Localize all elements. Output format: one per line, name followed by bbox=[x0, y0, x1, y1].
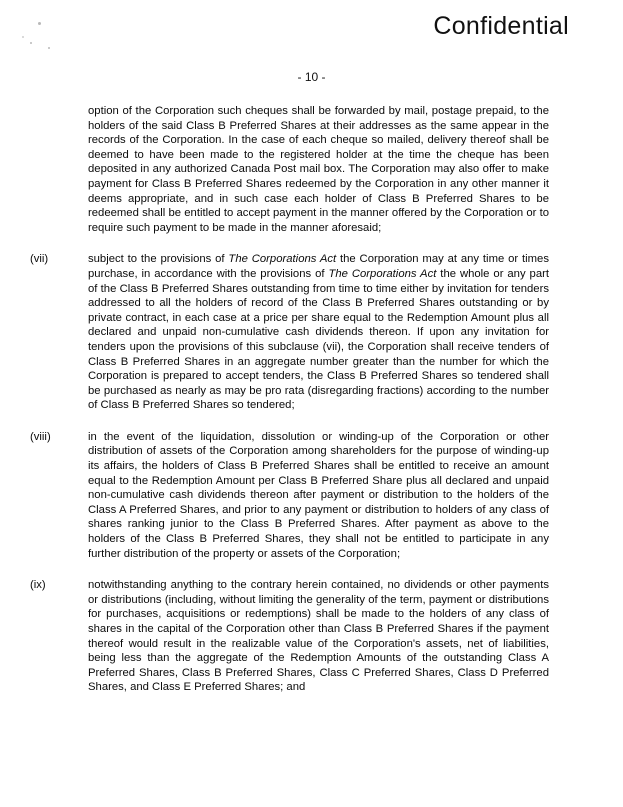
document-body bbox=[0, 104, 623, 712]
paragraph-text: subject to the provisions of The Corporations Act the Corporation may at any time or times purchase, in accordance with the provisions of The Corporations Act the whole or any part of the Class B Preferred Shares outstanding from time to time either by invitation for tenders addressed to all the holders of record of the Class B Preferred Shares outstanding or by private contract, in each case at a price per share equal to the Redemption Amount plus all declared and unpaid non-cumulative cash dividends thereon. If upon any invitation for tenders upon the provisions of this subclause (vii), the Corporation shall receive tenders of Class B Preferred Shares in an aggregate number greater than the number for which the Corporation is prepared to accept tenders, the Class B Preferred Shares so tendered shall be purchased as nearly as may be pro rata (disregarding fractions) according to the number of Class B Preferred Shares so tendered; bbox=[88, 253, 550, 412]
clause-marker-viii: (viii) bbox=[30, 430, 51, 443]
clause-marker-vii: (vii) bbox=[30, 253, 49, 266]
paragraph-text: notwithstanding anything to the contrary herein contained, no dividends or other payments or distributions (including, without limiting the generality of the term, payment or distributions for purchases, acquisitions or redemptions) shall be made to the holders of any class of shares in the capital of the Corporation other than Class B Preferred Shares if the payment thereof would result in the realizable value of the Corporation's assets, net of liabilities, being less than the aggregate of the Redemption Amounts of the outstanding Class A Preferred Shares, Class B Preferred Shares, Class C Preferred Shares, Class D Preferred Shares, and Class E Preferred Shares; and bbox=[88, 579, 549, 694]
scan-speck bbox=[48, 47, 50, 49]
paragraph-clause-ix bbox=[0, 578, 623, 695]
scan-speck bbox=[38, 22, 41, 25]
page-number: - 10 - bbox=[297, 70, 326, 84]
paragraph-clause-vii bbox=[0, 252, 623, 413]
confidential-stamp: Confidential bbox=[433, 12, 569, 40]
scan-speck bbox=[22, 36, 24, 38]
clause-marker-ix: (ix) bbox=[30, 579, 46, 592]
paragraph-continuation bbox=[0, 104, 623, 235]
paragraph-text: option of the Corporation such cheques shall be forwarded by mail, postage prepaid, to the holders of the said Class B Preferred Shares at their addresses as the same appear in the records of the Corporation. In the case of each cheque so mailed, delivery thereof shall be deemed to have been made to the registered holder at the time the cheque has been deposited in any authorized Canada Post mail box. The Corporation may also offer to make payment for Class B Preferred Shares redeemed by the Corporation in any other manner it deems appropriate, and in such case each holder of Class B Preferred Shares to be redeemed shall be entitled to accept payment in the manner offered by the Corporation or to require such payment to be made in the manner aforesaid; bbox=[88, 105, 549, 234]
scan-speck bbox=[30, 42, 32, 44]
paragraph-clause-viii bbox=[0, 430, 623, 561]
paragraph-text: in the event of the liquidation, dissolution or winding-up of the Corporation or other distribution of assets of the Corporation among shareholders for the purpose of winding-up its affairs, the holders of Class B Preferred Shares shall be entitled to receive an amount equal to the Redemption Amount per Class B Preferred Share plus all declared and unpaid non-cumulative cash dividends thereon after payment or distribution to the holders of the Class A Preferred Shares, and prior to any payment or distribution to holders of any class of shares ranking junior to the Class B Preferred Shares. After payment as above to the holders of the Class B Preferred Shares, they shall not be entitled to participate in any further distribution of the property or assets of the Corporation; bbox=[88, 430, 549, 560]
